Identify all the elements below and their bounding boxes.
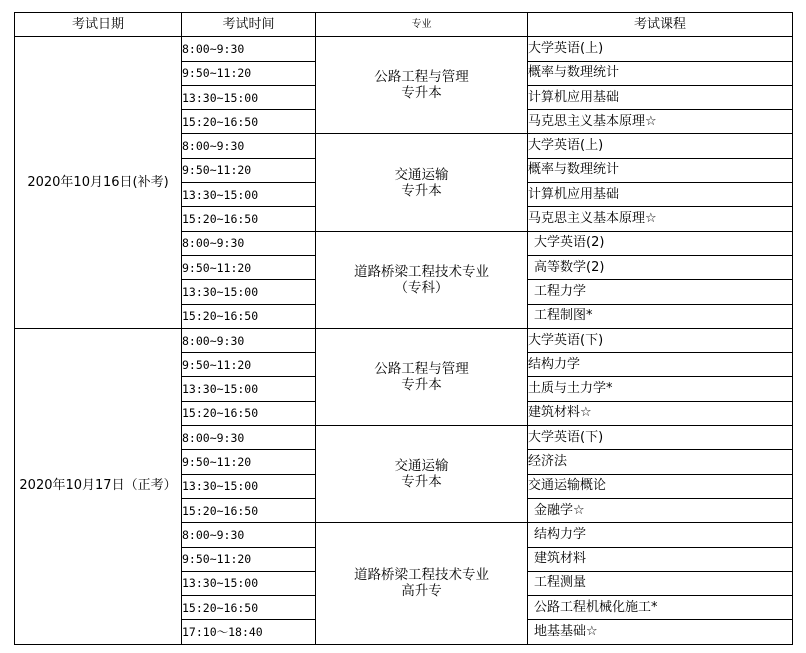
exam-course-cell: 结构力学 <box>528 353 793 377</box>
exam-time-cell: 8:00~9:30 <box>182 328 316 352</box>
table-row <box>15 328 793 352</box>
exam-time-cell: 17:10～18:40 <box>182 620 316 644</box>
exam-time-cell: 8:00~9:30 <box>182 231 316 255</box>
exam-time-cell: 13:30~15:00 <box>182 474 316 498</box>
exam-course-cell: 大学英语(2) <box>528 231 793 255</box>
exam-time-cell: 15:20~16:50 <box>182 110 316 134</box>
exam-time-cell: 8:00~9:30 <box>182 134 316 158</box>
exam-time-cell: 9:50~11:20 <box>182 255 316 279</box>
exam-course-cell: 建筑材料☆ <box>528 401 793 425</box>
exam-course-cell: 地基基础☆ <box>528 620 793 644</box>
exam-time-cell: 9:50~11:20 <box>182 547 316 571</box>
major-line: 道路桥梁工程技术专业 <box>354 567 489 584</box>
exam-date-cell: 2020年10月17日（正考） <box>15 328 182 644</box>
exam-schedule <box>14 12 792 645</box>
exam-course-cell: 交通运输概论 <box>528 474 793 498</box>
header-major: 专业 <box>316 13 528 37</box>
exam-time-cell: 9:50~11:20 <box>182 158 316 182</box>
major-line: 公路工程与管理 <box>374 69 469 86</box>
exam-course-cell: 概率与数理统计 <box>528 61 793 85</box>
exam-course-cell: 建筑材料 <box>528 547 793 571</box>
exam-course-cell: 高等数学(2) <box>528 255 793 279</box>
header-exam-time: 考试时间 <box>182 13 316 37</box>
exam-course-cell: 工程力学 <box>528 280 793 304</box>
exam-course-cell: 大学英语(下) <box>528 426 793 450</box>
major-cell <box>316 328 528 425</box>
major-cell <box>316 523 528 644</box>
exam-course-cell: 大学英语(下) <box>528 328 793 352</box>
exam-course-cell: 工程制图* <box>528 304 793 328</box>
exam-time-cell: 13:30~15:00 <box>182 571 316 595</box>
major-cell <box>316 426 528 523</box>
exam-course-cell: 土质与土力学* <box>528 377 793 401</box>
exam-time-cell: 13:30~15:00 <box>182 280 316 304</box>
major-line: 高升专 <box>401 583 442 600</box>
exam-time-cell: 13:30~15:00 <box>182 183 316 207</box>
exam-course-cell: 计算机应用基础 <box>528 85 793 109</box>
exam-time-cell: 9:50~11:20 <box>182 61 316 85</box>
exam-course-cell: 经济法 <box>528 450 793 474</box>
major-cell <box>316 134 528 231</box>
table-row <box>15 37 793 61</box>
exam-time-cell: 8:00~9:30 <box>182 523 316 547</box>
major-line: （专科） <box>394 279 449 296</box>
exam-time-cell: 13:30~15:00 <box>182 377 316 401</box>
major-line: 道路桥梁工程技术专业 <box>354 263 489 280</box>
schedule-body <box>15 37 793 644</box>
major-line: 交通运输 <box>394 458 449 475</box>
exam-course-cell: 公路工程机械化施工* <box>528 596 793 620</box>
exam-time-cell: 9:50~11:20 <box>182 353 316 377</box>
exam-schedule-table <box>14 12 793 645</box>
header-exam-date: 考试日期 <box>15 13 182 37</box>
exam-course-cell: 结构力学 <box>528 523 793 547</box>
exam-time-cell: 15:20~16:50 <box>182 401 316 425</box>
major-cell <box>316 231 528 328</box>
header-row <box>15 13 793 37</box>
exam-time-cell: 8:00~9:30 <box>182 37 316 61</box>
exam-time-cell: 9:50~11:20 <box>182 450 316 474</box>
exam-course-cell: 概率与数理统计 <box>528 158 793 182</box>
major-line: 公路工程与管理 <box>374 360 469 377</box>
exam-course-cell: 计算机应用基础 <box>528 183 793 207</box>
exam-course-cell: 工程测量 <box>528 571 793 595</box>
major-line: 专升本 <box>401 85 442 102</box>
exam-time-cell: 13:30~15:00 <box>182 85 316 109</box>
exam-date-cell: 2020年10月16日(补考) <box>15 37 182 329</box>
exam-time-cell: 15:20~16:50 <box>182 596 316 620</box>
exam-course-cell: 马克思主义基本原理☆ <box>528 207 793 231</box>
exam-time-cell: 8:00~9:30 <box>182 426 316 450</box>
major-line: 交通运输 <box>394 166 449 183</box>
major-line: 专升本 <box>401 474 442 491</box>
exam-course-cell: 大学英语(上) <box>528 134 793 158</box>
exam-course-cell: 金融学☆ <box>528 498 793 522</box>
exam-time-cell: 15:20~16:50 <box>182 304 316 328</box>
header-exam-course: 考试课程 <box>528 13 793 37</box>
major-line: 专升本 <box>401 182 442 199</box>
exam-course-cell: 大学英语(上) <box>528 37 793 61</box>
exam-time-cell: 15:20~16:50 <box>182 498 316 522</box>
major-cell <box>316 37 528 134</box>
exam-time-cell: 15:20~16:50 <box>182 207 316 231</box>
major-line: 专升本 <box>401 376 442 393</box>
exam-course-cell: 马克思主义基本原理☆ <box>528 110 793 134</box>
